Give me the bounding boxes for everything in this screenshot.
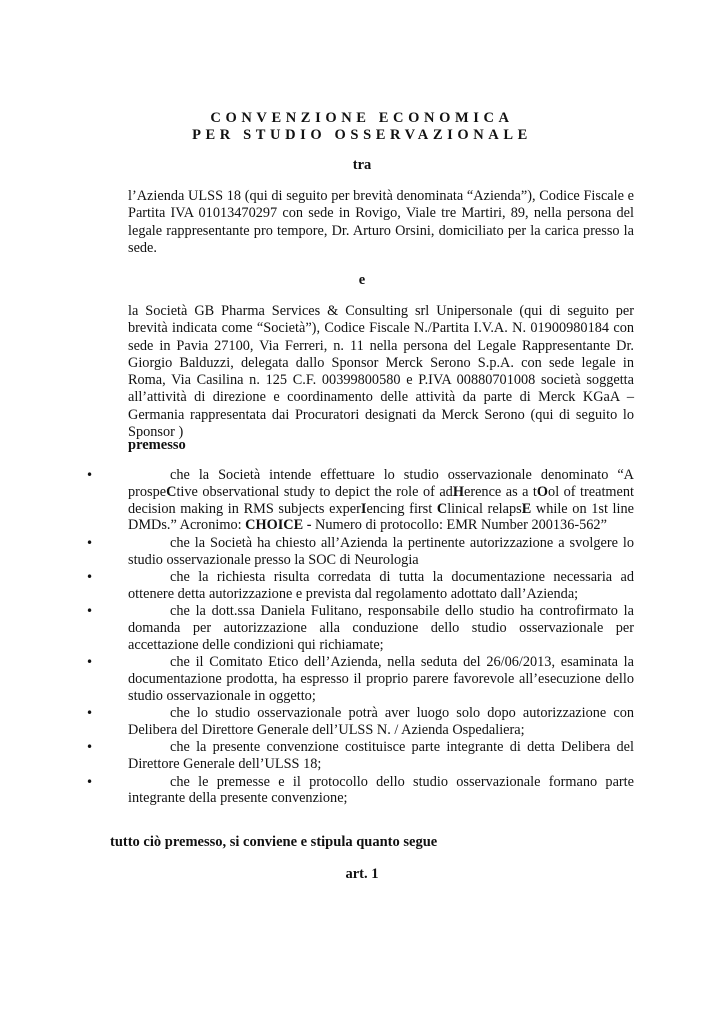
list-item: • che lo studio osservazionale potrà aver luogo solo dopo autorizzazione con Delibera del Direttore Generale dell’ULSS N. / Azienda Ospedaliera; (86, 705, 634, 738)
bullet-icon: • (86, 535, 94, 550)
list-item: • che la Società ha chiesto all’Azienda la pertinente autorizzazione a svolgere lo studio osservazionale presso la SOC di Neurologia (86, 534, 634, 568)
bullet-icon: • (86, 655, 94, 670)
list-item: • che il Comitato Etico dell’Azienda, nella seduta del 26/06/2013, esaminata la documentazione prodotta, ha espresso il proprio parere favorevole all’esecuzione dello studio osservazionale in oggetto; (86, 654, 634, 704)
list-item: • che le premesse e il protocollo dello studio osservazionale formano parte integrante della presente convenzione; (86, 773, 634, 807)
bullet-icon: • (86, 569, 94, 584)
list-item: • che la richiesta risulta corredata di tutta la documentazione necessaria ad ottenere detta autorizzazione e prevista dal regolamento adottato dall’Azienda; (86, 568, 634, 602)
list-item: • che la dott.ssa Daniela Fulitano, responsabile dello studio ha controfirmato la domanda per autorizzazione alla conduzione dello studio osservazionale per accettazione delle condizioni qui richiamate; (86, 603, 634, 653)
bullet-icon: • (86, 604, 94, 619)
party-azienda-paragraph: l’Azienda ULSS 18 (qui di seguito per brevità denominata “Azienda”), Codice Fiscale e Partita IVA 01013470297 con sede in Rovigo, Viale tre Martiri, 89, nella persona del legale rappresentante pro tempore, Dr. Arturo Orsini, domiciliato per la carica presso la sede. (128, 188, 634, 256)
list-item: • che la presente convenzione costituisce parte integrante di detta Delibera del Direttore Generale dell’ULSS 18; (86, 739, 634, 773)
party-societa-paragraph: la Società GB Pharma Services & Consulting srl Unipersonale (qui di seguito per brevità indicata come “Società”), Codice Fiscale N./Partita I.V.A. N. 01900980184 con sede in Pavia 27100, Via Ferreri, n. 11 nella persona del Legale Rappresentante Dr. Giorgio Balduzzi, delegata dallo Sponsor Merck Serono S.p.A. con sede legale in Roma, Via Casilina n. 125 C.F. 00399800580 e P.IVA 00880701008 società soggetta all’attività di direzione e coordinamento delle attività da parte di Merck KGaA – Germania rappresentata dai Procuratori designati da Merck Serono (qui di seguito lo Sponsor ) (128, 303, 634, 441)
bullet-icon: • (86, 774, 94, 789)
title-line-2: PER STUDIO OSSERVAZIONALE (192, 127, 532, 143)
tra-label: tra (352, 157, 372, 173)
list-item: • che la Società intende effettuare lo studio osservazionale denominato “A prospeCtive observational study to depict the role of adHerence as a tOol of treatment decision making in RMS subjects experIencing first Clinical relapsE while on 1st line DMDs.” Acronimo: CHOICE - Numero di protocollo: EMR Number 200136-562” (86, 467, 635, 534)
bullet-icon: • (86, 468, 94, 482)
e-label: e (358, 272, 366, 288)
conclusion-heading: tutto ciò premesso, si conviene e stipula quanto segue (110, 834, 438, 850)
article-heading: art. 1 (345, 866, 379, 882)
bullet-icon: • (86, 740, 94, 755)
bullet-icon: • (86, 706, 94, 721)
premesso-heading: premesso (128, 437, 186, 453)
premises-list (86, 467, 635, 808)
title-line-1: CONVENZIONE ECONOMICA (210, 110, 514, 126)
